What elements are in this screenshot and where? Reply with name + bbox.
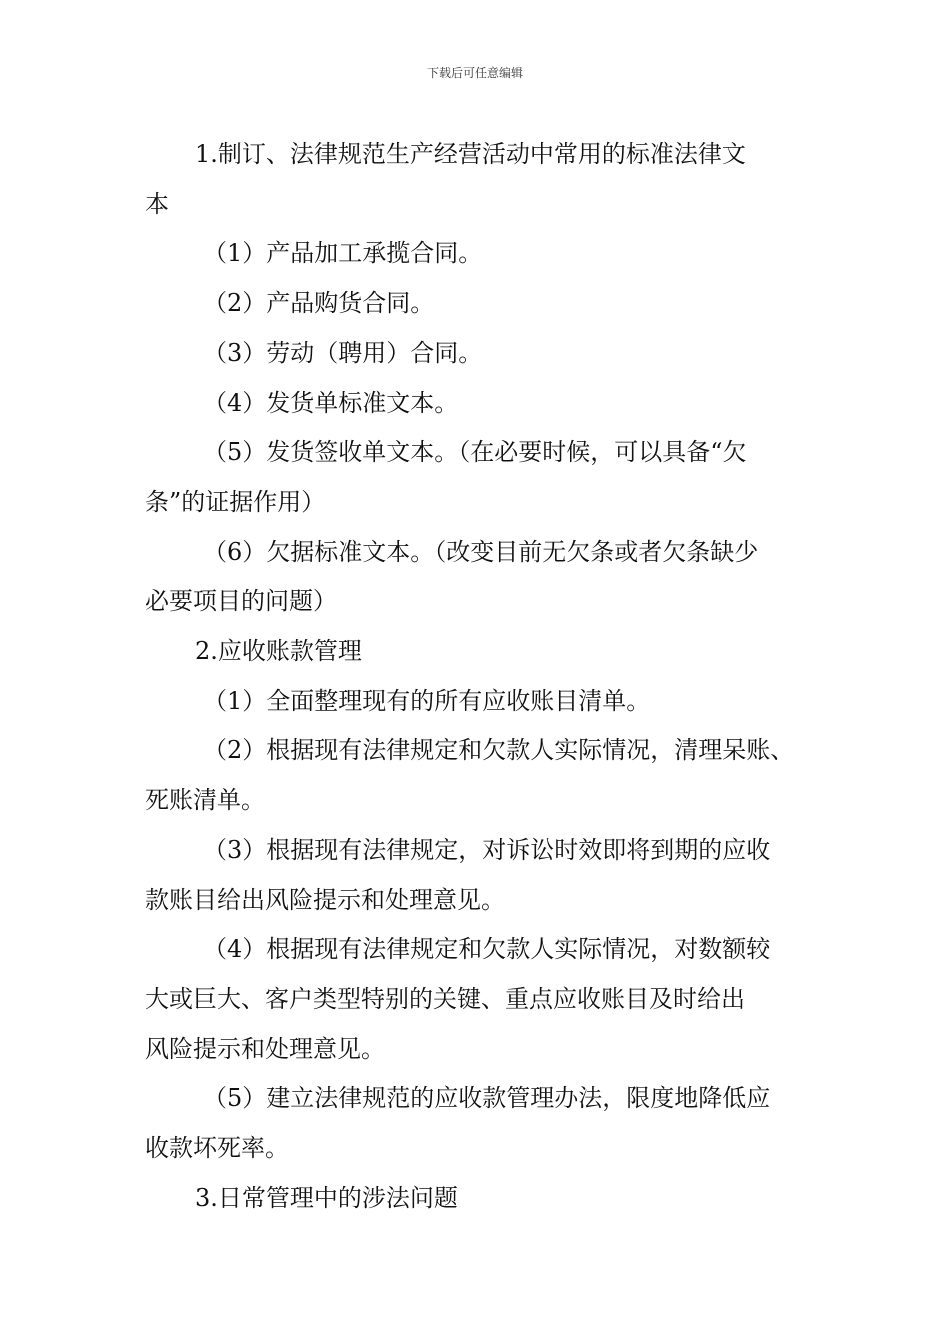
paragraph-line: 款账目给出风险提示和处理意见。	[145, 885, 505, 914]
paragraph-line: 条”的证据作用）	[145, 487, 326, 516]
paragraph	[145, 428, 807, 527]
paragraph	[145, 379, 807, 429]
paragraph	[145, 1174, 807, 1224]
paragraph-line: 必要项目的问题）	[145, 587, 337, 616]
paragraph-line: 1.制订、法律规范生产经营活动中常用的标准法律文	[195, 140, 746, 168]
paragraph	[145, 627, 807, 677]
paragraph	[145, 528, 807, 627]
paragraph	[145, 826, 807, 925]
paragraph-line: 死账清单。	[145, 786, 265, 815]
paragraph-line: （4）发货单标准文本。	[203, 388, 459, 417]
paragraph-line: 大或巨大、客户类型特别的关键、重点应收账目及时给出	[145, 984, 745, 1013]
paragraph	[145, 1074, 807, 1173]
paragraph-line: （1）产品加工承揽合同。	[203, 239, 483, 268]
paragraph	[145, 130, 807, 229]
document-body	[145, 130, 807, 1223]
paragraph	[145, 279, 807, 329]
paragraph-line: 收款坏死率。	[145, 1134, 289, 1163]
paragraph	[145, 925, 807, 1074]
paragraph-line: （1）全面整理现有的所有应收账目清单。	[203, 686, 651, 715]
paragraph	[145, 229, 807, 279]
paragraph-line: 2.应收账款管理	[195, 637, 362, 666]
paragraph	[145, 726, 807, 825]
paragraph-line: 3.日常管理中的涉法问题	[195, 1183, 458, 1212]
paragraph-line: （5）建立法律规范的应收款管理办法，限度地降低应	[203, 1084, 771, 1113]
paragraph-line: （3）根据现有法律规定，对诉讼时效即将到期的应收	[203, 835, 771, 864]
paragraph-line: 风险提示和处理意见。	[145, 1034, 385, 1063]
paragraph-line: （4）根据现有法律规定和欠款人实际情况，对数额较	[203, 935, 771, 964]
paragraph-line: （2）根据现有法律规定和欠款人实际情况，清理呆账、	[203, 736, 795, 765]
paragraph-line: （6）欠据标准文本。（改变目前无欠条或者欠条缺少	[203, 537, 759, 566]
paragraph-line: （3）劳动（聘用）合同。	[203, 338, 483, 367]
paragraph	[145, 329, 807, 379]
paragraph-line: （2）产品购货合同。	[203, 289, 435, 318]
paragraph-line: （5）发货签收单文本。（在必要时候，可以具备“欠	[203, 438, 747, 467]
paragraph-line: 本	[145, 189, 169, 218]
paragraph	[145, 677, 807, 727]
page-header-note: 下载后可任意编辑	[426, 66, 523, 80]
